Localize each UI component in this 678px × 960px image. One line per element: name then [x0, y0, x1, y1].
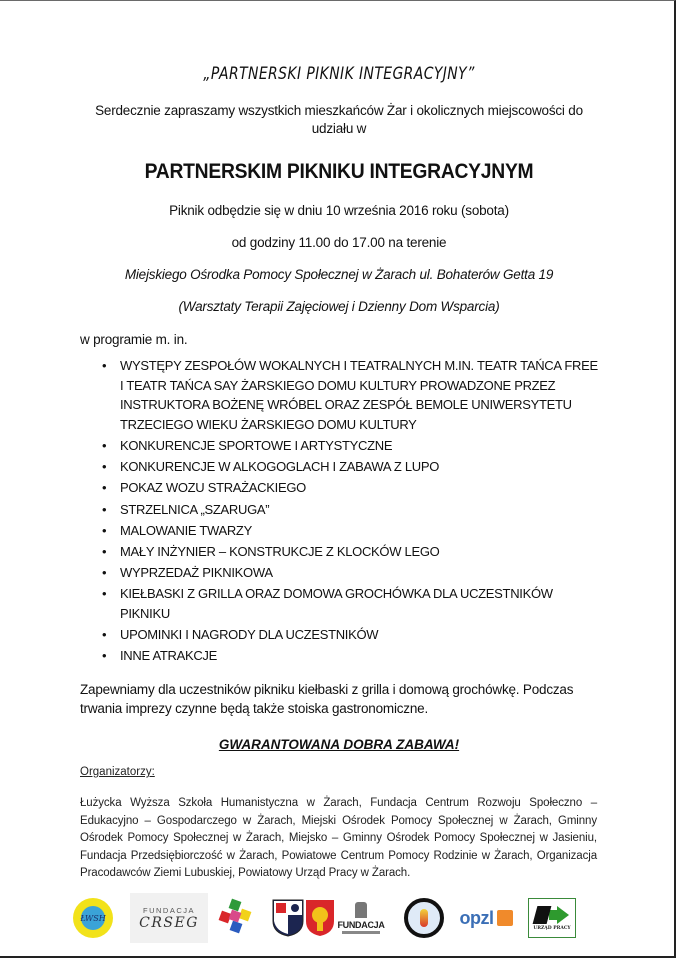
urzad-pracy-graphic — [535, 906, 569, 924]
program-item-text: MAŁY INŻYNIER – KONSTRUKCJE Z KLOCKÓW LEGO — [120, 543, 440, 559]
bullet-icon: • — [102, 459, 107, 475]
program-item-text: MALOWANIE TWARZY — [120, 522, 252, 538]
arrow-stem — [549, 910, 557, 920]
program-item-text: INNE ATRAKCJE — [120, 648, 217, 664]
program-intro: w programie m. in. — [80, 332, 188, 347]
program-item — [100, 542, 600, 562]
sun-icon — [497, 910, 513, 926]
urzad-pracy-logo — [528, 898, 576, 938]
fundacja-przedsiebiorczosc-logo — [337, 893, 385, 943]
bullet-icon: • — [102, 437, 107, 453]
closing-paragraph: Zapewniamy dla uczestników pikniku kiełbaski z grilla i domową grochówkę. Podczas trwania imprezy czynne będą także stoiska gastronomiczne. — [80, 682, 574, 716]
program-item — [100, 563, 600, 583]
lwsh-logo-text: ŁWSH — [81, 906, 105, 930]
program-item-text: WYPRZEDAŻ PIKNIKOWA — [120, 565, 273, 581]
handwritten-title: „PARTNERSKI PIKNIK INTEGRACYJNY” — [203, 64, 475, 84]
bullet-icon: • — [102, 543, 107, 559]
program-item — [100, 457, 600, 477]
city-crest-icon — [303, 893, 337, 943]
program-item — [100, 584, 600, 623]
bullet-icon: • — [102, 501, 107, 517]
program-item — [100, 478, 600, 498]
event-time: od godziny 11.00 do 17.00 na terenie — [231, 235, 447, 250]
program-item-text: WYSTĘPY ZESPOŁÓW WOKALNYCH I TEATRALNYCH M.IN. TEATR TAŃCA FREE I TEATR TAŃCA SAY ŻARSKIEGO DOMU KULTURY PROWADZONE PRZEZ INSTRUKTORA BOŻENĘ WRÓBEL ORAZ ZESPÓŁ BEMOLE UNIWERSYTETU TRZECIEGO WIEKU ŻARSKIEGO DOMU KULTURY — [120, 358, 598, 432]
program-item-text: KONKURENCJE W ALKOGOGLACH I ZABAWA Z LUPO — [120, 459, 440, 475]
bullet-icon: • — [102, 586, 107, 602]
program-item — [100, 500, 600, 520]
event-place-detail: (Warsztaty Terapii Zajęciowej i Dzienny Dom Wsparcia) — [178, 299, 500, 314]
invitation-text: Serdecznie zapraszamy wszystkich mieszkańców Żar i okolicznych miejscowości do udziału w — [95, 103, 583, 136]
crseg-logo-line1: FUNDACJA — [142, 905, 195, 915]
logo-divider — [342, 931, 380, 934]
bird-icon — [420, 909, 428, 927]
lwsh-ring-icon — [73, 898, 113, 938]
crseg-logo — [130, 893, 208, 943]
program-list — [100, 356, 600, 667]
event-place: Miejskiego Ośrodka Pomocy Społecznej w Żarach ul. Bohaterów Getta 19 — [124, 267, 554, 282]
county-crest-icon — [270, 893, 306, 943]
bullet-icon: • — [102, 358, 107, 373]
lwsh-logo — [70, 893, 116, 943]
urzad-pracy-caption: URZĄD PRACY — [533, 925, 571, 931]
program-item — [100, 646, 600, 666]
fundacja-logo-text: FUNDACJA — [337, 920, 385, 930]
bullet-icon: • — [102, 480, 107, 496]
puzzle-logo-icon — [215, 893, 257, 943]
program-item-text: UPOMINKI I NAGRODY DLA UCZESTNIKÓW — [120, 627, 379, 643]
figure-icon — [355, 902, 367, 918]
program-item — [100, 436, 600, 456]
program-item — [100, 521, 600, 541]
program-item-text: KIEŁBASKI Z GRILLA ORAZ DOMOWA GROCHÓWKA DLA UCZESTNIKÓW PIKNIKU — [120, 586, 553, 621]
pcpr-logo — [402, 893, 446, 943]
bullet-icon: • — [102, 565, 107, 581]
opzl-logo — [456, 893, 516, 943]
program-item — [100, 356, 600, 434]
program-item-text: POKAZ WOZU STRAŻACKIEGO — [120, 480, 306, 496]
program-item-text: KONKURENCJE SPORTOWE I ARTYSTYCZNE — [120, 437, 393, 453]
crseg-logo-line2: CRSEG — [139, 914, 199, 931]
pcpr-circle-icon — [404, 898, 444, 938]
organizers-label: Organizatorzy: — [80, 766, 155, 778]
bullet-icon: • — [102, 522, 107, 538]
event-date: Piknik odbędzie się w dniu 10 września 2016 roku (sobota) — [169, 203, 509, 218]
guarantee-slogan: GWARANTOWANA DOBRA ZABAWA! — [218, 737, 460, 752]
program-item — [100, 625, 600, 645]
event-headline: PARTNERSKIM PIKNIKU INTEGRACYJNYM — [144, 160, 534, 183]
program-item-text: STRZELNICA „SZARUGA” — [120, 501, 270, 517]
organizers-text: Łużycka Wyższa Szkoła Humanistyczna w Żarach, Fundacja Centrum Rozwoju Społeczno – Edukacyjno – Gospodarczego w Żarach, Miejski Ośrodek Pomocy Społecznej w Żarach, Gminny Ośrodek Pomocy Społecznej w Żarach, Miejsko – Gminny Ośrodek Pomocy Społecznej w Jasieniu, Fundacja Przedsiębiorczość w Żarach, Powiatowe Centrum Pomocy Rodzinie w Żarach, Organizacja Pracodawców Ziemi Lubuskiej, Powiatowy Urząd Pracy w Żarach. — [80, 797, 597, 880]
opzl-logo-text: opzl — [459, 907, 494, 928]
bullet-icon: • — [102, 627, 107, 643]
sponsor-logos — [60, 893, 620, 945]
stairs-icon — [533, 906, 552, 924]
bullet-icon: • — [102, 648, 107, 664]
arrow-right-icon — [557, 906, 569, 924]
